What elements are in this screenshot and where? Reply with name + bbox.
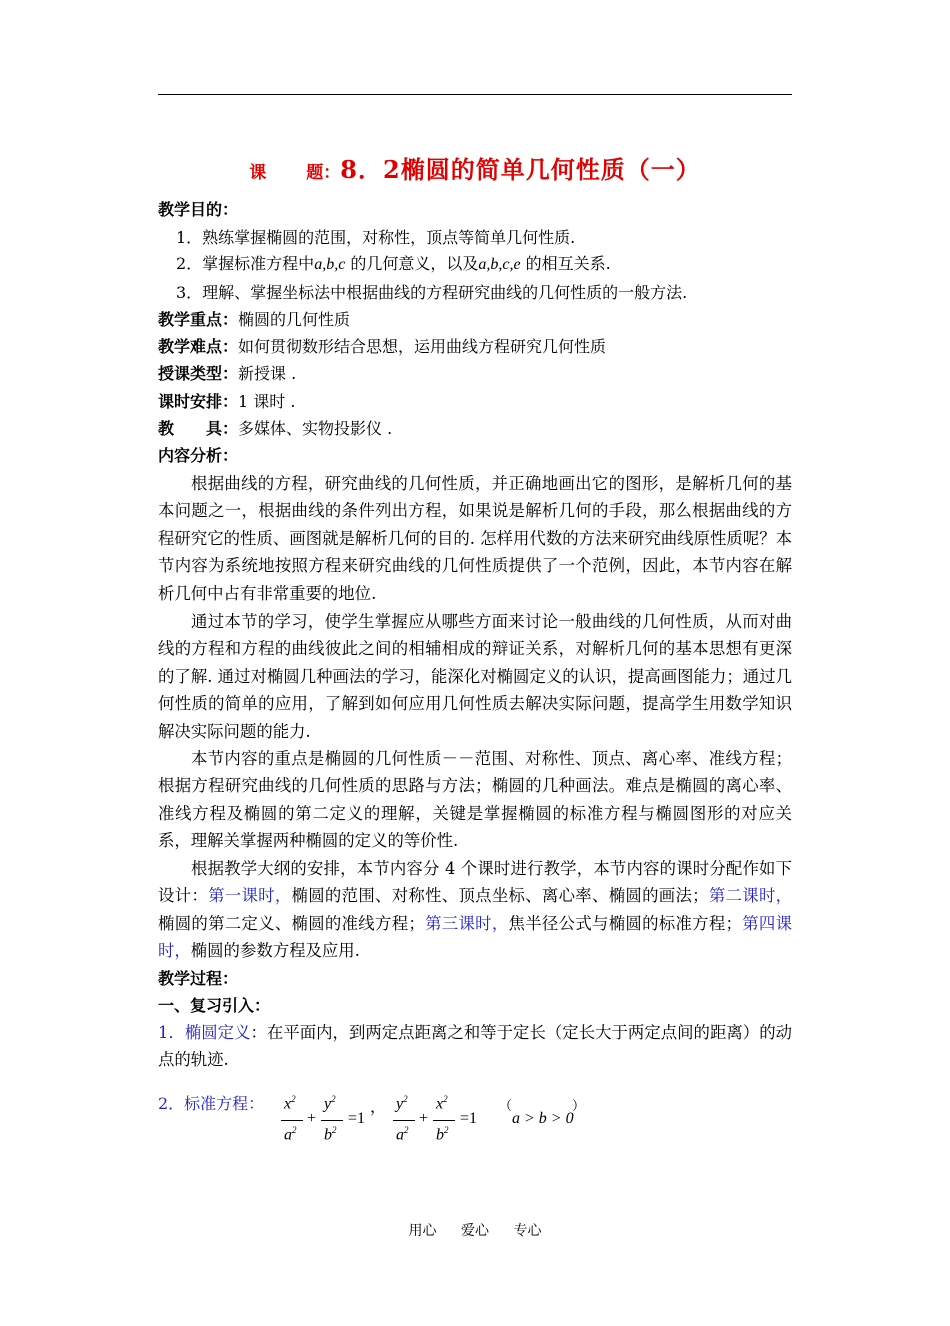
field-lesson-type: 授课类型：新授课 . xyxy=(158,364,297,383)
section-review: 一、复习引入： xyxy=(158,996,271,1015)
field-difficulty: 教学难点：如何贯彻数形结合思想，运用曲线方程研究几何性质 xyxy=(158,337,607,356)
header-rule xyxy=(158,94,792,95)
analysis-paragraph-4: 根据教学大纲的安排，本节内容分 4 个课时进行教学，本节内容的课时分配作如下设计：第一课时，椭圆的范围、对称性、顶点坐标、离心率、椭圆的画法；第二课时，椭圆的第二定义、椭圆的准线方程；第三课时，焦半径公式与椭圆的标准方程；第四课时，椭圆的参数方程及应用. xyxy=(158,859,793,961)
eq1-fraction-bar xyxy=(281,1120,303,1121)
eq1-den-b: $b^2$ xyxy=(324,1125,337,1144)
goal-item-2: 2．掌握标准方程中a,b,c 的几何意义，以及a,b,c,e 的相互关系. xyxy=(176,254,611,273)
eq2-num-x: $x^2$ xyxy=(436,1094,448,1113)
cond-right-paren: ） xyxy=(572,1098,586,1113)
eq1-fraction-bar-2 xyxy=(321,1120,343,1121)
eq2-fraction-bar-2 xyxy=(433,1120,455,1121)
eq1-equals-one: =1 xyxy=(348,1110,366,1127)
footer-text-1: 用心 xyxy=(408,1223,437,1239)
cond-left-paren: （ xyxy=(499,1098,513,1113)
eq2-equals-one: =1 xyxy=(460,1110,478,1127)
field-schedule: 课时安排：1 课时 . xyxy=(158,392,296,411)
page-footer xyxy=(0,1220,950,1240)
eq1-plus: + xyxy=(307,1110,317,1127)
eq2-num-y: $y^2$ xyxy=(396,1094,408,1113)
eq2-den-a: $a^2$ xyxy=(396,1125,409,1144)
item-standard-equation-label: 2．标准方程： xyxy=(158,1094,265,1113)
analysis-paragraph-1: 根据曲线的方程，研究曲线的几何性质，并正确地画出它的图形，是解析几何的基本问题之一，根据曲线的条件列出方程，如果说是解析几何的手段，那么根据曲线的方程研究它的性质、画图就是解析几何的目的. 怎样用代数的方法来研究曲线原性质呢？本节内容为系统地按照方程来研究曲线的几何性质提供了一个范例，因此，本节内容在解析几何中占有非常重要的地位. xyxy=(158,474,792,603)
eq1-num-x: $x^2$ xyxy=(284,1094,296,1113)
eq1-den-a: $a^2$ xyxy=(284,1125,297,1144)
analysis-heading: 内容分析： xyxy=(158,446,239,465)
goal-item-1: 1．熟练掌握椭圆的范围，对称性，顶点等简单几何性质. xyxy=(176,228,576,247)
eq2-den-b: $b^2$ xyxy=(436,1125,449,1144)
footer-text-2: 爱心 xyxy=(461,1223,489,1239)
process-heading: 教学过程： xyxy=(158,969,239,988)
item-ellipse-definition: 1．椭圆定义：在平面内，到两定点距离之和等于定长（定长大于两定点间的距离）的动点的轨迹. xyxy=(158,1023,792,1070)
footer-text-3: 专心 xyxy=(513,1223,542,1239)
eq-comma: ， xyxy=(370,1099,387,1116)
field-key-point: 教学重点：椭圆的几何性质 xyxy=(158,310,351,329)
condition: a > b > 0 xyxy=(512,1110,574,1127)
eq1-num-y: $y^2$ xyxy=(324,1094,336,1113)
analysis-paragraph-2: 通过本节的学习，使学生掌握应从哪些方面来讨论一般曲线的几何性质，从而对曲线的方程和方程的曲线彼此之间的相辅相成的辩证关系，对解析几何的基本思想有更深的了解. 通过对椭圆几种画法的学习，能深化对椭圆定义的认识，提高画图能力；通过几何性质的简单的应用，了解到如何应用几何性质去解决实际问题，提高学生用数学知识解决实际问题的能力. xyxy=(158,612,792,741)
eq2-plus: + xyxy=(419,1110,429,1127)
field-tools: 教 具：多媒体、实物投影仪 . xyxy=(158,419,393,438)
goal-item-3: 3．理解、掌握坐标法中根据曲线的方程研究曲线的几何性质的一般方法. xyxy=(176,283,688,302)
page-title: 课 题：8．2椭圆的简单几何性质（一） xyxy=(249,155,701,184)
eq2-fraction-bar xyxy=(393,1120,415,1121)
analysis-paragraph-3: 本节内容的重点是椭圆的几何性质－－范围、对称性、顶点、离心率、准线方程；根据方程研究曲线的几何性质的思路与方法；椭圆的几种画法。难点是椭圆的离心率、准线方程及椭圆的第二定义的理解，关键是掌握椭圆的标准方程与椭圆图形的对应关系，理解关掌握两种椭圆的定义的等价性. xyxy=(158,749,792,851)
goal-heading: 教学目的： xyxy=(158,200,239,219)
